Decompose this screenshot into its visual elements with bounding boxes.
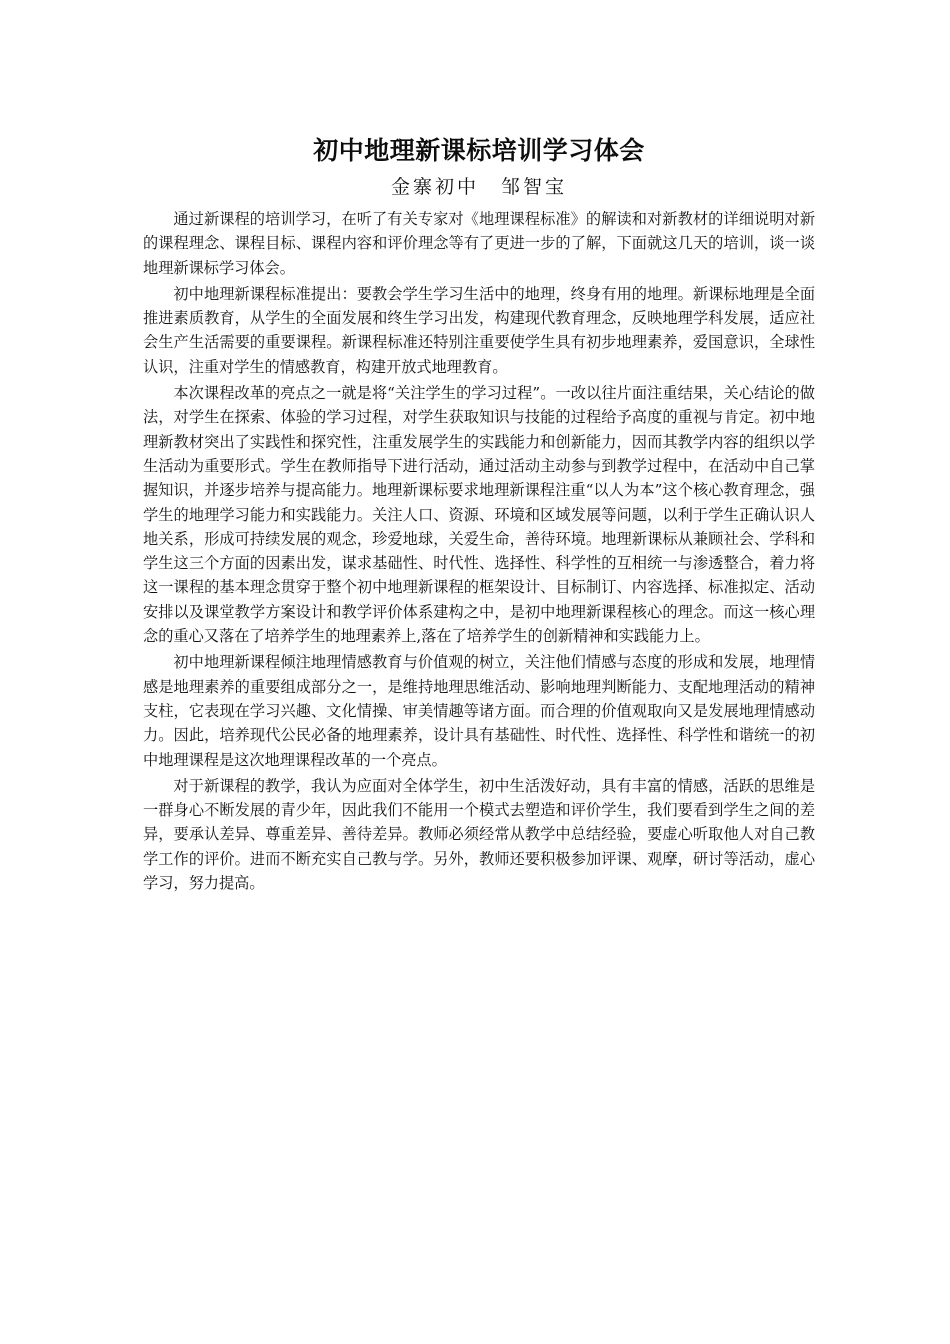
paragraph-1: 通过新课程的培训学习，在听了有关专家对《地理课程标准》的解读和对新教材的详细说明对新的课程理念、课程目标、课程内容和评价理念等有了更进一步的了解，下面就这几天的培训，谈一谈地理新课标学习体会。	[143, 210, 815, 277]
paragraph-4: 初中地理新课程倾注地理情感教育与价值观的树立，关注他们情感与态度的形成和发展，地理情感是地理素养的重要组成部分之一，是维持地理思维活动、影响地理判断能力、支配地理活动的精神支柱，它表现在学习兴趣、文化情操、审美情趣等诸方面。而合理的价值观取向又是发展地理情感动力。因此，培养现代公民必备的地理素养，设计具有基础性、时代性、选择性、科学性和谐统一的初中地理课程是这次地理课程改革的一个亮点。	[143, 653, 815, 769]
school-name: 金寨初中	[390, 176, 479, 198]
paragraph-2: 初中地理新课程标准提出：要教会学生学习生活中的地理，终身有用的地理。新课标地理是全面推进素质教育，从学生的全面发展和终生学习出发，构建现代教育理念，反映地理学科发展，适应社会生产生活需要的重要课程。新课程标准还特别注重要使学生具有初步地理素养，爱国意识，全球性认识，注重对学生的情感教育，构建开放式地理教育。	[143, 284, 815, 376]
paragraph-3: 本次课程改革的亮点之一就是将“关注学生的学习过程”。一改以往片面注重结果，关心结论的做法，对学生在探索、体验的学习过程，对学生获取知识与技能的过程给予高度的重视与肯定。初中地理新教材突出了实践性和探究性，注重发展学生的实践能力和创新能力，因而其教学内容的组织以学生活动为重要形式。学生在教师指导下进行活动，通过活动主动参与到教学过程中，在活动中自己掌握知识，并逐步培养与提高能力。地理新课标要求地理新课程注重“以人为本”这个核心教育理念，强学生的地理学习能力和实践能力。关注人口、资源、环境和区域发展等问题，以利于学生正确认识人地关系，形成可持续发展的观念，珍爱地球，关爱生命，善待环境。地理新课标从兼顾社会、学科和学生这三个方面的因素出发，谋求基础性、时代性、选择性、科学性的互相统一与渗透整合，着力将这一课程的基本理念贯穿于整个初中地理新课程的框架设计、目标制订、内容选择、标准拟定、活动安排以及课堂教学方案设计和教学评价体系建构之中，是初中地理新课程核心的理念。而这一核心理念的重心又落在了培养学生的地理素养上,落在了培养学生的创新精神和实践能力上。	[143, 384, 815, 646]
paragraph-5: 对于新课程的教学，我认为应面对全体学生，初中生活泼好动，具有丰富的情感，活跃的思维是一群身心不断发展的青少年，因此我们不能用一个模式去塑造和评价学生，我们要看到学生之间的差异，要承认差异、尊重差异、善待差异。教师必须经常从教学中总结经验，要虚心听取他人对自己教学工作的评价。进而不断充实自己教与学。另外，教师还要积极参加评课、观摩，研讨等活动，虚心学习，努力提高。	[143, 776, 815, 893]
author-name: 邹智宝	[501, 176, 568, 198]
document-body	[143, 133, 815, 897]
author-byline	[143, 173, 815, 201]
document-title: 初中地理新课标培训学习体会	[313, 136, 645, 165]
